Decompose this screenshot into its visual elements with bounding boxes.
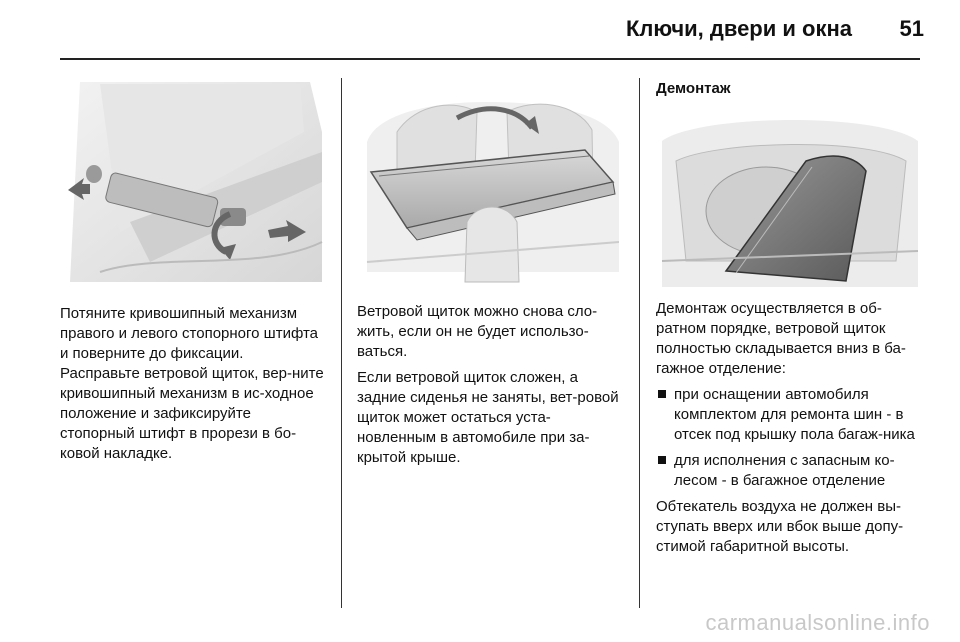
- paragraph-removal-order: Демонтаж осуществляется в об-ратном порядке, ветровой щиток полностью складывается вниз в ба-гажное отделение:: [656, 300, 906, 377]
- illustration-stopper-pin: [60, 72, 324, 290]
- column-2: [357, 72, 621, 468]
- illustration-wind-deflector: [357, 72, 621, 290]
- paragraph-folded-state: Если ветровой щиток сложен, а задние сиденья не заняты, вет-ровой щиток может остаться уста-новленным в автомобиле при за-крытой крыше.: [357, 369, 619, 466]
- removal-options-list: [656, 385, 924, 491]
- column-1: [60, 72, 324, 464]
- column-divider-2: [639, 78, 640, 608]
- bullet-square-icon: [658, 456, 666, 464]
- list-item: при оснащении автомобиля комплектом для ремонта шин - в отсек под крышку пола багаж-ника: [656, 385, 924, 445]
- paragraph-height-warning: Обтекатель воздуха не должен вы-ступать вверх или вбок выше допу-стимой габаритной высоты.: [656, 498, 904, 555]
- section-title: Ключи, двери и окна: [626, 16, 852, 41]
- bullet-square-icon: [658, 390, 666, 398]
- section-heading-removal: Демонтаж: [656, 80, 731, 97]
- column-3: [656, 72, 924, 557]
- header-rule: [60, 58, 920, 60]
- column-divider-1: [341, 78, 342, 608]
- paragraph-fold-again: Ветровой щиток можно снова сло-жить, если он не будет использо-ваться.: [357, 303, 598, 360]
- illustration-trunk-storage: [656, 101, 924, 287]
- paragraph-instructions: Потяните кривошипный механизм правого и левого стопорного штифта и поверните до фиксации. Расправьте ветровой щиток, вер-ните кривошипный механизм в ис-ходное положение и зафиксируйте стопорный штифт в прорези в бо-ковой накладке.: [60, 305, 324, 462]
- watermark: carmanualsonline.info: [705, 610, 930, 635]
- list-item: для исполнения с запасным ко-лесом - в багажное отделение: [656, 451, 924, 491]
- page-number: 51: [899, 16, 924, 41]
- page-header: [0, 0, 960, 62]
